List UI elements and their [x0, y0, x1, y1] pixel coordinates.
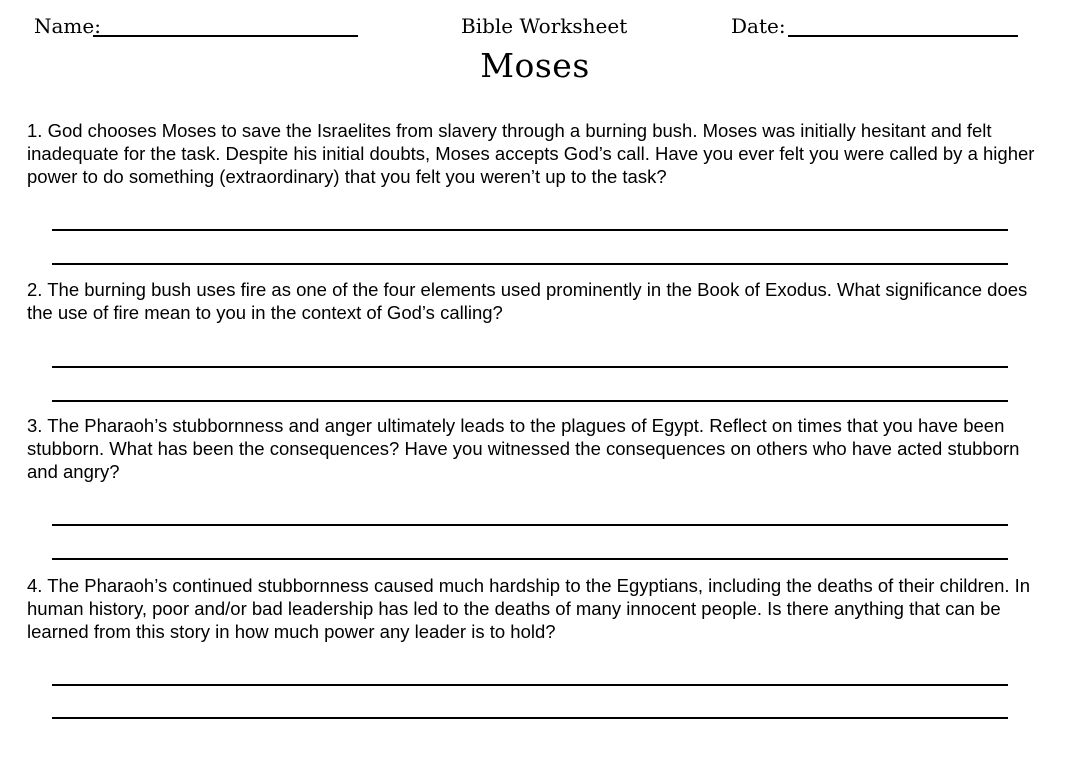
question-4-answer-line-1[interactable] [52, 684, 1008, 686]
name-input-line[interactable] [93, 35, 358, 37]
worksheet-label: Bible Worksheet [461, 14, 628, 38]
question-1-answer-line-1[interactable] [52, 229, 1008, 231]
question-3-text: 3. The Pharaoh’s stubbornness and anger ultimately leads to the plagues of Egypt. Reflect on times that you have been stubborn. What has been the consequences? Have you witnessed the consequences on others who have acted stubborn and angry? [27, 415, 1020, 482]
date-label: Date: [731, 14, 786, 38]
question-4-answer-line-2[interactable] [52, 717, 1008, 719]
question-2-text: 2. The burning bush uses fire as one of the four elements used prominently in the Book of Exodus. What significance does the use of fire mean to you in the context of God’s calling? [27, 279, 1028, 323]
question-3-answer-line-1[interactable] [52, 524, 1008, 526]
name-label: Name: [34, 14, 101, 38]
question-1-answer-line-2[interactable] [52, 263, 1008, 265]
question-1-text: 1. God chooses Moses to save the Israelites from slavery through a burning bush. Moses was initially hesitant and felt inadequate for the task. Despite his initial doubts, Moses accepts God’s call. Have you ever felt you were called by a higher power to do something (extraordinary) that you felt you weren’t up to the task? [27, 120, 1035, 187]
question-4-text: 4. The Pharaoh’s continued stubbornness caused much hardship to the Egyptians, including the deaths of their children. In human history, poor and/or bad leadership has led to the deaths of many innocent people. Is there anything that can be learned from this story in how much power any leader is to hold? [27, 575, 1031, 642]
question-2-answer-line-1[interactable] [52, 366, 1008, 368]
question-3-answer-line-2[interactable] [52, 558, 1008, 560]
date-input-line[interactable] [788, 35, 1018, 37]
question-2-answer-line-2[interactable] [52, 400, 1008, 402]
page-title: Moses [480, 46, 590, 85]
